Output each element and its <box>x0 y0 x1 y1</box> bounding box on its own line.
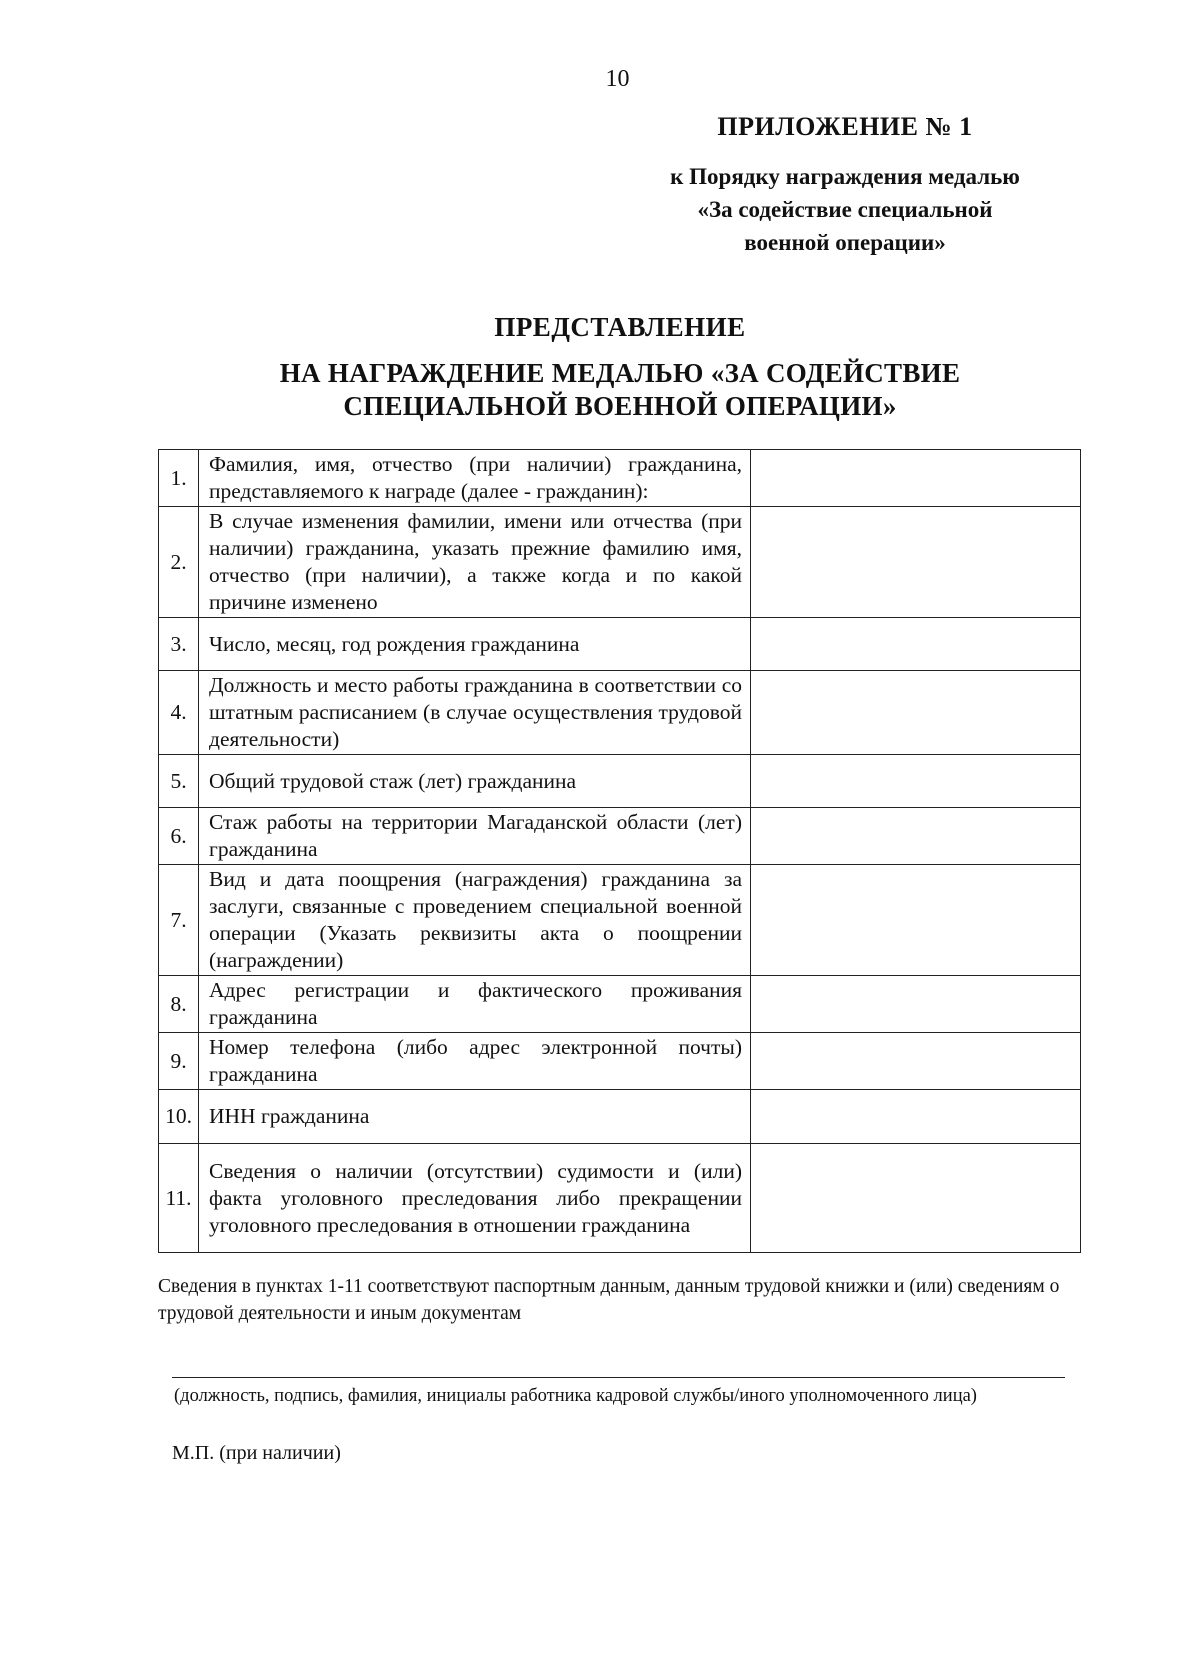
table-row <box>159 865 1081 976</box>
table-row <box>159 808 1081 865</box>
row-label: ИНН гражданина <box>199 1090 751 1144</box>
row-number: 1. <box>159 450 199 507</box>
table-row <box>159 1033 1081 1090</box>
row-label: Адрес регистрации и фактического проживания гражданина <box>199 976 751 1033</box>
table-row <box>159 755 1081 808</box>
row-value-field[interactable] <box>751 507 1081 618</box>
row-value-field[interactable] <box>751 976 1081 1033</box>
row-value-field[interactable] <box>751 865 1081 976</box>
table-row <box>159 1144 1081 1253</box>
stamp-note: М.П. (при наличии) <box>172 1442 341 1464</box>
table-row <box>159 1090 1081 1144</box>
row-value-field[interactable] <box>751 755 1081 808</box>
row-label: Сведения о наличии (отсутствии) судимости и (или) факта уголовного преследования либо прекращении уголовного преследования в отношении гражданина <box>199 1144 751 1253</box>
row-number: 3. <box>159 618 199 671</box>
data-verification-note: Сведения в пунктах 1-11 соответствуют паспортным данным, данным трудовой книжки и (или) сведениям о трудовой деятельности и иным документам <box>158 1276 1060 1324</box>
document-heading <box>150 312 1090 423</box>
appendix-header <box>610 112 1080 259</box>
row-value-field[interactable] <box>751 1033 1081 1090</box>
row-label: Должность и место работы гражданина в соответствии со штатным расписанием (в случае осуществления трудовой деятельности) <box>199 671 751 755</box>
table-row <box>159 976 1081 1033</box>
signature-line[interactable] <box>172 1377 1065 1378</box>
row-value-field[interactable] <box>751 808 1081 865</box>
document-subtitle: НА НАГРАЖДЕНИЕ МЕДАЛЬЮ «ЗА СОДЕЙСТВИЕ СПЕЦИАЛЬНОЙ ВОЕННОЙ ОПЕРАЦИИ» <box>279 358 961 421</box>
row-value-field[interactable] <box>751 671 1081 755</box>
signature-caption: (должность, подпись, фамилия, инициалы работника кадровой службы/иного уполномоченного лица) <box>174 1386 977 1406</box>
appendix-subtitle: к Порядку награждения медалью «За содействие специальной военной операции» <box>670 164 1020 255</box>
table-row <box>159 618 1081 671</box>
row-number: 4. <box>159 671 199 755</box>
row-number: 5. <box>159 755 199 808</box>
row-label: Общий трудовой стаж (лет) гражданина <box>199 755 751 808</box>
award-form-table <box>158 449 1081 1253</box>
table-row <box>159 450 1081 507</box>
row-value-field[interactable] <box>751 1090 1081 1144</box>
row-label: В случае изменения фамилии, имени или отчества (при наличии) гражданина, указать прежние фамилию имя, отчество (при наличии), а также когда и по какой причине изменено <box>199 507 751 618</box>
row-number: 2. <box>159 507 199 618</box>
row-label: Номер телефона (либо адрес электронной почты) гражданина <box>199 1033 751 1090</box>
document-title: ПРЕДСТАВЛЕНИЕ <box>494 312 746 342</box>
table-row <box>159 507 1081 618</box>
row-number: 6. <box>159 808 199 865</box>
row-number: 9. <box>159 1033 199 1090</box>
row-label: Стаж работы на территории Магаданской области (лет) гражданина <box>199 808 751 865</box>
table-row <box>159 671 1081 755</box>
row-value-field[interactable] <box>751 618 1081 671</box>
row-value-field[interactable] <box>751 1144 1081 1253</box>
appendix-title: ПРИЛОЖЕНИЕ № 1 <box>717 112 973 141</box>
page-number: 10 <box>605 66 630 92</box>
row-label: Число, месяц, год рождения гражданина <box>199 618 751 671</box>
row-number: 11. <box>159 1144 199 1253</box>
row-number: 7. <box>159 865 199 976</box>
row-label: Вид и дата поощрения (награждения) гражданина за заслуги, связанные с проведением специальной военной операции (Указать реквизиты акта о поощрении (награждении) <box>199 865 751 976</box>
row-number: 8. <box>159 976 199 1033</box>
row-number: 10. <box>159 1090 199 1144</box>
row-label: Фамилия, имя, отчество (при наличии) гражданина, представляемого к награде (далее - гражданин): <box>199 450 751 507</box>
row-value-field[interactable] <box>751 450 1081 507</box>
